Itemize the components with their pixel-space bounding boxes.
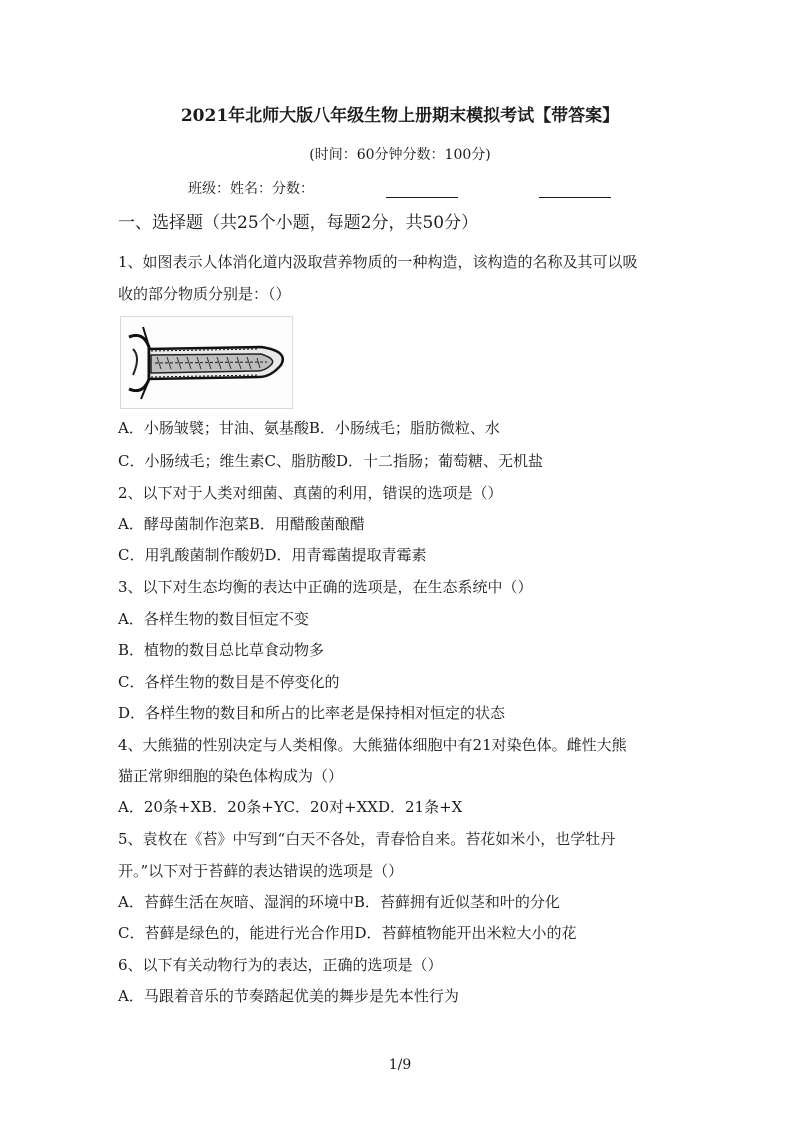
option-line: A．马跟着音乐的节奏踏起优美的舞步是先本性行为 [118, 987, 459, 1005]
intestinal-villus-figure [120, 316, 293, 409]
blank-underline [386, 197, 458, 198]
page-number: 1/9 [388, 1057, 412, 1073]
body-line: 1、如图表示人体消化道内汲取营养物质的一种构造，该构造的名称及其可以吸 [118, 253, 638, 271]
question-line: 2、以下对于人类对细菌、真菌的利用，错误的选项是（） [118, 484, 503, 502]
document-title: 2021年北师大版八年级生物上册期末模拟考试【带答案】 [180, 106, 620, 126]
option-line: A．20条+XB．20条+YC．20对+XXD．21条+X [118, 798, 463, 816]
option-line: C．用乳酸菌制作酸奶D．用青霉菌提取青霉素 [118, 546, 427, 564]
option-line: A．各样生物的数目恒定不变 [118, 610, 309, 628]
villus-illustration [121, 317, 292, 408]
option-line: D．各样生物的数目和所占的比率老是保持相对恒定的状态 [118, 704, 506, 722]
option-line: A．酵母菌制作泡菜B．用醋酸菌酿醋 [118, 515, 365, 533]
class-name-score-line: 班级：姓名：分数： [188, 181, 314, 197]
question-line: 5、袁枚在《苔》中写到“白天不各处，青春恰自来。苔花如米小，也学牡丹 [118, 830, 616, 848]
option-line: B．植物的数目总比草食动物多 [118, 641, 325, 659]
question-line: 6、以下有关动物行为的表达，正确的选项是（） [118, 956, 443, 974]
question-line: 猫正常卵细胞的染色体构成为（） [118, 767, 344, 785]
question-line: 3、以下对生态均衡的表达中正确的选项是，在生态系统中（） [118, 578, 533, 596]
option-line: C．苔藓是绿色的，能进行光合作用D．苔藓植物能开出米粒大小的花 [118, 924, 577, 942]
question-line: 4、大熊猫的性别决定与人类相像。大熊猫体细胞中有21对染色体。雌性大熊 [118, 736, 627, 754]
option-line: A．小肠皱襞；甘油、氨基酸B．小肠绒毛；脂肪微粒、水 [118, 419, 500, 437]
body-line: 收的部分物质分别是：（） [118, 285, 291, 303]
question-line: 开。”以下对于苔藓的表达错误的选项是（） [118, 862, 404, 880]
section-heading: 一、选择题（共25个小题，每题2分，共50分） [118, 213, 479, 233]
time-score-info: (时间：60分钟分数：100分) [309, 147, 491, 163]
option-line: A．苔藓生活在灰暗、湿润的环境中B．苔藓拥有近似茎和叶的分化 [118, 893, 560, 911]
blank-underline [539, 197, 611, 198]
option-line: C．各样生物的数目是不停变化的 [118, 673, 340, 691]
option-line: C．小肠绒毛；维生素C、脂肪酸D．十二指肠；葡萄糖、无机盐 [118, 452, 543, 470]
